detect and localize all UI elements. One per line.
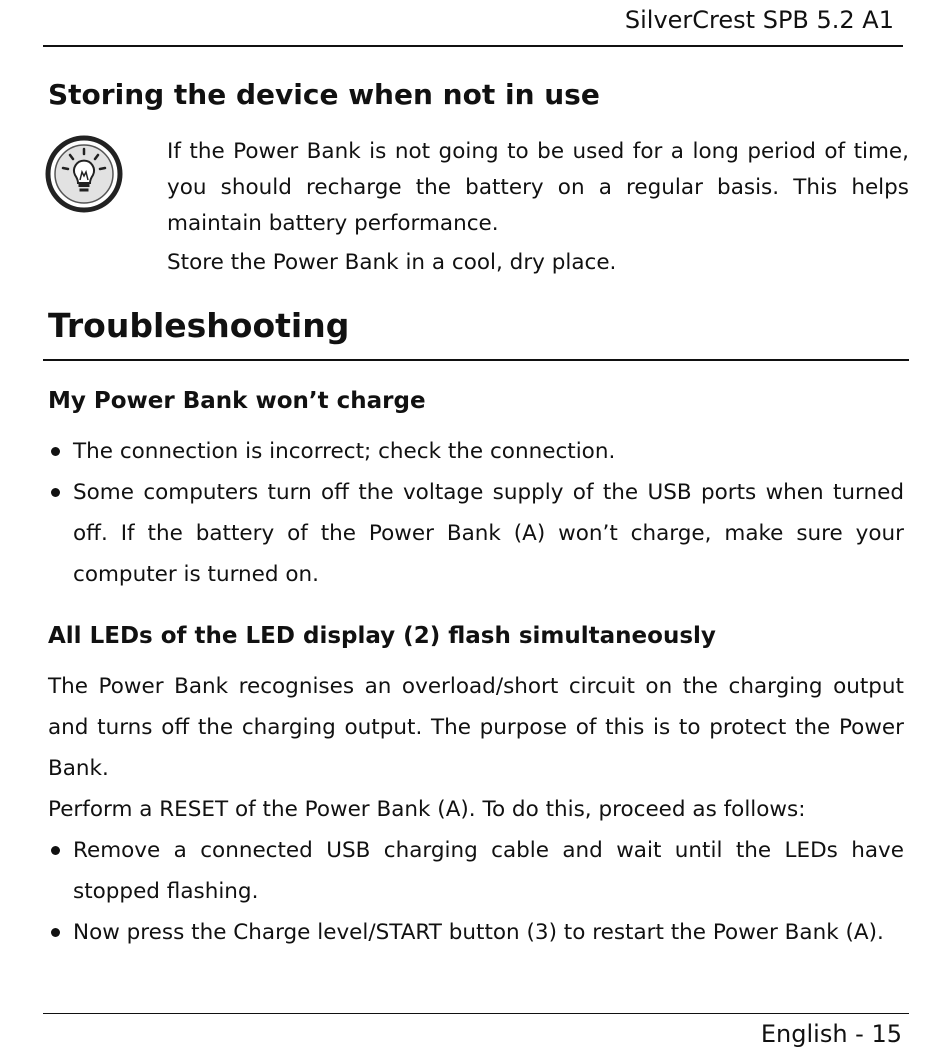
- troubleshooting-title: Troubleshooting: [48, 306, 350, 345]
- footer-rule: [43, 1013, 909, 1014]
- troubleshooting-rule: [43, 359, 909, 361]
- reset-instruction: Perform a RESET of the Power Bank (A). To do this, proceed as follows:: [48, 797, 806, 822]
- lightbulb-tip-icon: [44, 134, 124, 214]
- bullet-item: Remove a connected USB charging cable and wait until the LEDs have stopped flashing.: [48, 830, 904, 912]
- reset-bullets: [48, 830, 904, 953]
- header-rule: [43, 45, 903, 47]
- tip-paragraph: If the Power Bank is not going to be used for a long period of time, you should recharge the battery on a regular basis. This helps maintain battery performance.: [167, 139, 909, 236]
- storing-section-title: Storing the device when not in use: [48, 78, 600, 111]
- led-flash-paragraph: The Power Bank recognises an overload/short circuit on the charging output and turns off the charging output. The purpose of this is to protect the Power Bank.: [48, 674, 904, 781]
- tip-paragraph: Store the Power Bank in a cool, dry place.: [167, 250, 617, 275]
- storing-tip-text: [167, 134, 909, 281]
- bullet-item: The connection is incorrect; check the connection.: [48, 431, 904, 472]
- no-charge-bullets: [48, 431, 904, 595]
- bullet-item: Now press the Charge level/START button (3) to restart the Power Bank (A).: [48, 912, 904, 953]
- no-charge-heading: My Power Bank won’t charge: [48, 388, 426, 414]
- page-footer: English - 15: [760, 1020, 902, 1048]
- bullet-item: Some computers turn off the voltage supply of the USB ports when turned off. If the battery of the Power Bank (A) won’t charge, make sure your computer is turned on.: [48, 472, 904, 595]
- led-flash-heading: All LEDs of the LED display (2) flash simultaneously: [48, 623, 716, 649]
- page-header: SilverCrest SPB 5.2 A1: [624, 6, 894, 34]
